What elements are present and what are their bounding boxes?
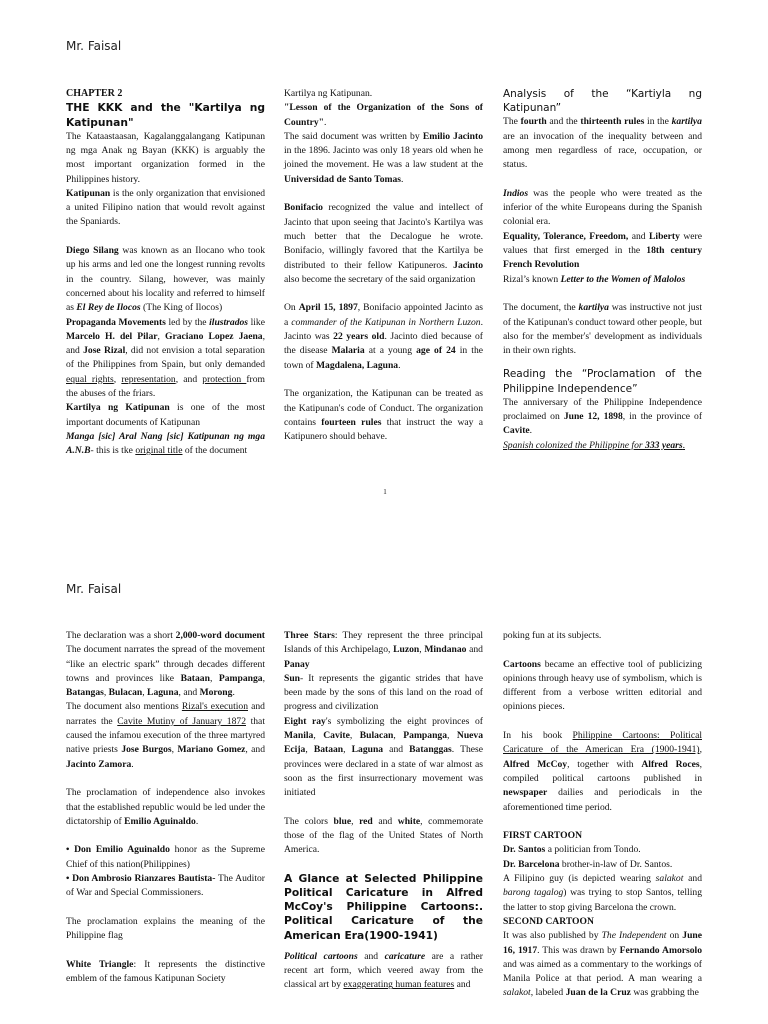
chapter-title: THE KKK and the "Kartilya ng Katipunan" <box>66 101 265 129</box>
paragraph: Katipunan is the only organization that envisioned a united Filipino nation that would revolt against the Spaniards. <box>66 187 265 228</box>
page1-column-2 <box>284 87 483 444</box>
paragraph: Cartoons became an effective tool of publicizing opinions through heavy use of symbolism, which is different from a verbose written editorial and opinions pieces. <box>503 658 702 713</box>
page2-column-1 <box>66 629 265 986</box>
paragraph: The anniversary of the Philippine Independence proclaimed on June 12, 1898, in the province of Cavite. <box>503 396 703 437</box>
paragraph: Bonifacio recognized the value and intellect of Jacinto that upon seeing that Jacinto's Kartilya was much better that the Decalogue he wrote. Bonifacio, willingly favored that the Kartilya be distributed to their fellow Katipuneros. Jacinto also become the secretary of the said organization <box>284 202 483 285</box>
paragraph: The document, the kartilya was instructive not just of the Katipunan's conduct toward other people, but also for the member's' development as individuals in their own rights. <box>503 302 702 357</box>
page-header: Mr. Faisal <box>66 582 122 596</box>
paragraph: Diego Silang was known as an Ilocano who took up his arms and led one the longest running revolts in the country. Silang, however, was mainly concerned about his locality and referred to himself as El Rey de Ilocos (The King of Ilocos) <box>66 245 265 314</box>
paragraph: Sun- It represents the gigantic strides that have been made by the sons of this land on the road of progress and civilization <box>284 672 483 713</box>
page1-column-3 <box>503 87 702 453</box>
page2-column-3 <box>503 629 702 1001</box>
paragraph: Dr. Santos a politician from Tondo. <box>503 844 641 856</box>
section-heading: A Glance at Selected Philippine Political Caricature in Alfred McCoy's Philippine Cartoons:. Political Caricature of the American Era(1900-1941) <box>284 871 483 942</box>
paragraph: The declaration was a short 2,000-word document The document narrates the spread of the movement “like an electric spark” through decades different towns and provinces like Bataan, Pampanga, Batangas, Bulacan, Laguna, and Morong. <box>66 630 265 699</box>
paragraph: The colors blue, red and white, commemorate those of the flag of the United States of North America. <box>284 815 483 856</box>
paragraph: Rizal’s known Letter to the Women of Malolos <box>503 273 686 285</box>
section-heading: Reading the “Proclamation of the Philippine Independence” <box>503 368 702 395</box>
paragraph: It was also published by The Independent on June 16, 1917. This was drawn by Fernando Amorsolo and was aimed as a commentary to the workings of Manila Police at that period. A man wearing a salakot, labeled Juan de la Cruz was grabbing the <box>503 930 702 999</box>
list-item: • Don Emilio Aguinaldo honor as the Supreme Chief of this nation(Philippines) <box>66 844 265 870</box>
paragraph: The proclamation of independence also invokes that the established republic would be led under the dictatorship of Emilio Aguinaldo. <box>66 787 265 827</box>
paragraph: The Kataastaasan, Kagalanggalangang Katipunan ng mga Anak ng Bayan (KKK) is arguably the most important organization formed in the Philippines history. <box>66 130 265 185</box>
paragraph: Manga [sic] Aral Nang [sic] Katipunan ng mga A.N.B- this is tke original title of the document <box>66 430 265 457</box>
list-item: • Don Ambrosio Rianzares Bautista- The Auditor of War and Special Commissioners. <box>66 873 265 899</box>
paragraph: Indios was the people who were treated as the inferior of the white Europeans during the Spanish colonial era. <box>503 187 702 228</box>
page-header: Mr. Faisal <box>66 39 122 53</box>
paragraph: The proclamation explains the meaning of the Philippine flag <box>66 915 265 942</box>
paragraph: The fourth and the thirteenth rules in the kartilya are an invocation of the inequality between and among men regardless of race, occupation, or status. <box>503 116 702 171</box>
paragraph: Kartilya ng Katipunan is one of the most important documents of Katipunan <box>66 402 265 428</box>
paragraph: Spanish colonized the Philippine for 333 years. <box>503 439 686 451</box>
section-heading: FIRST CARTOON <box>503 830 583 842</box>
paragraph: poking fun at its subjects. <box>503 630 602 641</box>
section-heading: Analysis of the “Kartiyla ng Katipunan” <box>503 88 702 115</box>
page1-column-1 <box>66 87 265 459</box>
paragraph: Eight ray's symbolizing the eight provinces of Manila, Cavite, Bulacan, Pampanga, Nueva Ecija, Bataan, Laguna and Batanggas. These provinces were declared in a state of war almost as soon as the first insurrectionary movement was initiated <box>284 715 484 799</box>
paragraph: Political cartoons and caricature are a rather recent art form, which veered away from the classical art by exaggerating human features and <box>284 950 483 991</box>
paragraph: Three Stars: They represent the three principal Islands of this Archipelago, Luzon, Mindanao and Panay <box>284 630 483 670</box>
paragraph: In his book Philippine Cartoons: Political Caricature of the American Era (1900-1941), Alfred McCoy, together with Alfred Roces, compiled political cartoons published in newspaper dailies and periodicals in the aforementioned time period. <box>503 730 702 813</box>
paragraph: Propaganda Movements led by the ilustrados like Marcelo H. del Pilar, Graciano Lopez Jaena, and Jose Rizal, did not envision a total separation of the Philippines from Spain, but only demanded equal rights, representation, and protection from the abuses of the friars. <box>66 316 266 400</box>
paragraph: Kartilya ng Katipunan. <box>284 88 373 99</box>
paragraph: Equality, Tolerance, Freedom, and Liberty were values that first emerged in the 18th century French Revolution <box>503 230 702 271</box>
paragraph: Dr. Barcelona brother-in-law of Dr. Santos. <box>503 858 673 870</box>
paragraph: A Filipino guy (is depicted wearing salakot and barong tagalog) was trying to stop Santos, telling the latter to stop giving Barcelona the crown. <box>503 873 702 913</box>
paragraph: On April 15, 1897, Bonifacio appointed Jacinto as a commander of the Katipunan in Northern Luzon. Jacinto was 22 years old. Jacinto died because of the disease Malaria at a young age of 24 in the town of Magdalena, Laguna. <box>284 302 484 371</box>
paragraph: The organization, the Katipunan can be treated as the Katipunan's code of Conduct. The organization contains fourteen rules that instruct the way a Katipunero should behave. <box>284 388 483 443</box>
paragraph: "Lesson of the Organization of the Sons of Country". <box>284 102 483 128</box>
paragraph: The said document was written by Emilio Jacinto in the 1896. Jacinto was only 18 years old when he joined the movement. He was a law student at the Universidad de Santo Tomas. <box>284 130 483 185</box>
paragraph: The document also mentions Rizal's execution and narrates the Cavite Mutiny of January 1872 that caused the infamou execution of the three martyred native priests Jose Burgos, Mariano Gomez, and Jacinto Zamora. <box>66 701 266 770</box>
page-number: 1 <box>383 488 387 496</box>
page2-column-2 <box>284 629 483 993</box>
chapter-label: CHAPTER 2 <box>66 88 123 99</box>
paragraph: White Triangle: It represents the distinctive emblem of the famous Katipunan Society <box>66 958 265 985</box>
section-heading: SECOND CARTOON <box>503 915 594 927</box>
